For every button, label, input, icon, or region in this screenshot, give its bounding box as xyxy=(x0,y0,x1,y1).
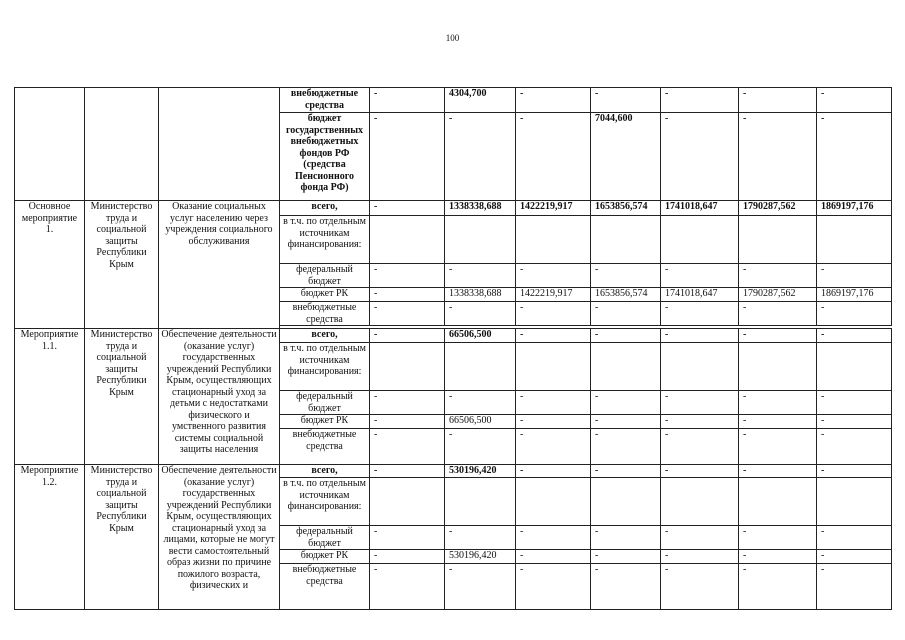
value-cell xyxy=(661,478,739,526)
value-cell: - xyxy=(739,264,817,288)
value-cell: - xyxy=(591,264,661,288)
funding-source-cell: бюджет РК xyxy=(280,288,370,302)
executor-cell: Министерство труда и социальной защиты Республики Крым xyxy=(85,201,159,329)
value-cell: - xyxy=(591,526,661,550)
value-cell xyxy=(591,216,661,264)
value-cell: - xyxy=(661,429,739,465)
value-cell: - xyxy=(516,550,591,564)
value-cell xyxy=(817,478,892,526)
value-cell: - xyxy=(817,526,892,550)
value-cell xyxy=(370,478,445,526)
value-cell xyxy=(370,216,445,264)
value-cell: - xyxy=(739,113,817,201)
value-cell: - xyxy=(516,264,591,288)
value-cell: - xyxy=(739,429,817,465)
value-cell: 1790287,562 xyxy=(739,201,817,216)
value-cell: - xyxy=(661,88,739,113)
value-cell: - xyxy=(516,415,591,429)
value-cell: 1653856,574 xyxy=(591,288,661,302)
value-cell: - xyxy=(817,88,892,113)
executor-cell xyxy=(85,88,159,201)
value-cell: 1741018,647 xyxy=(661,201,739,216)
value-cell xyxy=(445,216,516,264)
value-cell: - xyxy=(591,550,661,564)
value-cell: - xyxy=(661,264,739,288)
value-cell: - xyxy=(661,465,739,478)
value-cell: 1790287,562 xyxy=(739,288,817,302)
value-cell: 530196,420 xyxy=(445,465,516,478)
name-cell: Оказание социальных услуг населению через учреждения социального обслуживания xyxy=(159,201,280,329)
value-cell xyxy=(817,216,892,264)
name-cell xyxy=(159,88,280,201)
value-cell: 7044,600 xyxy=(591,113,661,201)
value-cell: 530196,420 xyxy=(445,550,516,564)
value-cell: - xyxy=(817,391,892,415)
value-cell: - xyxy=(739,329,817,343)
value-cell: - xyxy=(591,329,661,343)
value-cell: - xyxy=(445,526,516,550)
value-cell xyxy=(661,216,739,264)
funding-source-cell: внебюджетные средства xyxy=(280,88,370,113)
value-cell: - xyxy=(370,329,445,343)
value-cell: 1741018,647 xyxy=(661,288,739,302)
name-cell: Обеспечение деятельности (оказание услуг) государственных учреждений Республики Крым, осуществляющих стационарный уход за лицами, которые не могут вести самостоятельный образ жизни по причине пожилого возраста, физических и xyxy=(159,465,280,610)
value-cell: 1869197,176 xyxy=(817,288,892,302)
table-row xyxy=(15,88,892,113)
value-cell: - xyxy=(817,113,892,201)
value-cell: - xyxy=(739,415,817,429)
value-cell: - xyxy=(516,564,591,610)
value-cell: - xyxy=(591,391,661,415)
value-cell xyxy=(817,343,892,391)
value-cell: - xyxy=(739,465,817,478)
value-cell: 66506,500 xyxy=(445,415,516,429)
value-cell: - xyxy=(445,429,516,465)
funding-source-cell: бюджет РК xyxy=(280,415,370,429)
value-cell: - xyxy=(817,564,892,610)
value-cell xyxy=(516,343,591,391)
value-cell: - xyxy=(445,564,516,610)
value-cell: - xyxy=(370,564,445,610)
value-cell: - xyxy=(370,550,445,564)
value-cell: - xyxy=(591,465,661,478)
value-cell: - xyxy=(591,302,661,326)
funding-source-cell: бюджет государственных внебюджетных фондов РФ (средства Пенсионного фонда РФ) xyxy=(280,113,370,201)
value-cell: - xyxy=(591,415,661,429)
name-cell: Обеспечение деятельности (оказание услуг) государственных учреждений Республики Крым, осуществляющих стационарный уход за детьми с недостатками физического и умственного развития системы социальной защиты населения xyxy=(159,329,280,465)
value-cell: - xyxy=(445,264,516,288)
activity-cell: Мероприятие 1.2. xyxy=(15,465,85,610)
table-row xyxy=(15,201,892,216)
funding-source-cell: федеральный бюджет xyxy=(280,264,370,288)
value-cell: - xyxy=(370,526,445,550)
value-cell xyxy=(661,343,739,391)
value-cell xyxy=(445,478,516,526)
value-cell: - xyxy=(739,88,817,113)
funding-source-cell: федеральный бюджет xyxy=(280,526,370,550)
value-cell xyxy=(739,343,817,391)
value-cell: 66506,500 xyxy=(445,329,516,343)
funding-source-cell: в т.ч. по отдельным источникам финансирования: xyxy=(280,343,370,391)
value-cell: - xyxy=(516,465,591,478)
value-cell: - xyxy=(661,564,739,610)
value-cell: - xyxy=(370,113,445,201)
table-row xyxy=(15,465,892,478)
finance-table xyxy=(14,87,892,610)
value-cell: - xyxy=(370,201,445,216)
table-row xyxy=(15,329,892,343)
value-cell: - xyxy=(661,329,739,343)
value-cell: - xyxy=(516,88,591,113)
funding-source-cell: в т.ч. по отдельным источникам финансирования: xyxy=(280,478,370,526)
value-cell: - xyxy=(817,465,892,478)
value-cell: - xyxy=(661,113,739,201)
value-cell: - xyxy=(370,415,445,429)
value-cell xyxy=(516,478,591,526)
value-cell: - xyxy=(817,550,892,564)
value-cell: - xyxy=(817,429,892,465)
value-cell xyxy=(739,216,817,264)
value-cell: 1653856,574 xyxy=(591,201,661,216)
funding-source-cell: в т.ч. по отдельным источникам финансирования: xyxy=(280,216,370,264)
funding-source-cell: внебюджетные средства xyxy=(280,429,370,465)
value-cell: - xyxy=(370,429,445,465)
value-cell: 1338338,688 xyxy=(445,288,516,302)
value-cell: - xyxy=(661,526,739,550)
funding-source-cell: бюджет РК xyxy=(280,550,370,564)
value-cell: - xyxy=(661,391,739,415)
executor-cell: Министерство труда и социальной защиты Республики Крым xyxy=(85,465,159,610)
activity-cell: Основное мероприятие 1. xyxy=(15,201,85,329)
value-cell: - xyxy=(445,391,516,415)
funding-source-cell: федеральный бюджет xyxy=(280,391,370,415)
value-cell: - xyxy=(591,564,661,610)
value-cell: - xyxy=(370,465,445,478)
value-cell: - xyxy=(591,429,661,465)
value-cell: - xyxy=(661,302,739,326)
activity-cell xyxy=(15,88,85,201)
value-cell: - xyxy=(739,391,817,415)
activity-cell: Мероприятие 1.1. xyxy=(15,329,85,465)
value-cell: 1422219,917 xyxy=(516,201,591,216)
value-cell: - xyxy=(516,329,591,343)
value-cell: - xyxy=(516,391,591,415)
value-cell: - xyxy=(591,88,661,113)
value-cell xyxy=(591,343,661,391)
funding-source-cell: всего, xyxy=(280,329,370,343)
value-cell: - xyxy=(817,302,892,326)
value-cell: - xyxy=(739,302,817,326)
value-cell: 1422219,917 xyxy=(516,288,591,302)
value-cell xyxy=(445,343,516,391)
value-cell: - xyxy=(370,391,445,415)
value-cell: - xyxy=(661,550,739,564)
value-cell: - xyxy=(516,526,591,550)
value-cell: - xyxy=(817,264,892,288)
funding-source-cell: внебюджетные средства xyxy=(280,302,370,326)
value-cell: - xyxy=(739,564,817,610)
value-cell xyxy=(739,478,817,526)
value-cell xyxy=(591,478,661,526)
value-cell: - xyxy=(516,429,591,465)
funding-source-cell: всего, xyxy=(280,201,370,216)
value-cell: - xyxy=(739,550,817,564)
value-cell: - xyxy=(661,415,739,429)
value-cell: - xyxy=(445,302,516,326)
value-cell: - xyxy=(817,329,892,343)
value-cell: - xyxy=(516,302,591,326)
value-cell: - xyxy=(817,415,892,429)
value-cell: - xyxy=(739,526,817,550)
value-cell: - xyxy=(370,88,445,113)
page-number: 100 xyxy=(445,33,460,43)
funding-source-cell: внебюджетные средства xyxy=(280,564,370,610)
value-cell: - xyxy=(516,113,591,201)
value-cell: - xyxy=(370,302,445,326)
funding-source-cell: всего, xyxy=(280,465,370,478)
value-cell xyxy=(516,216,591,264)
executor-cell: Министерство труда и социальной защиты Республики Крым xyxy=(85,329,159,465)
value-cell: 4304,700 xyxy=(445,88,516,113)
value-cell xyxy=(370,343,445,391)
value-cell: - xyxy=(445,113,516,201)
value-cell: 1338338,688 xyxy=(445,201,516,216)
value-cell: - xyxy=(370,264,445,288)
value-cell: - xyxy=(370,288,445,302)
value-cell: 1869197,176 xyxy=(817,201,892,216)
